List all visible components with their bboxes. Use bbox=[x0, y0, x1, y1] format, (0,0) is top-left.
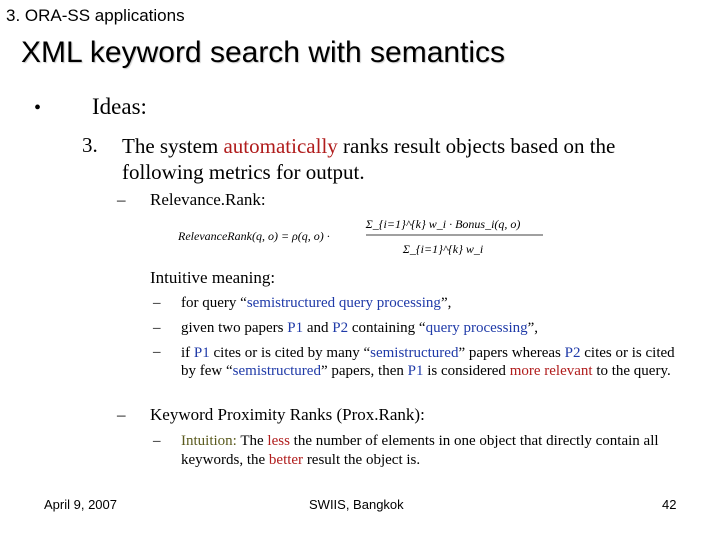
text-span: to the query. bbox=[592, 363, 671, 379]
highlight-span: semistructured bbox=[370, 345, 459, 361]
text-span: and bbox=[303, 320, 333, 336]
text-span: cites or is cited by many “ bbox=[209, 345, 371, 361]
highlight-span: more relevant bbox=[509, 363, 593, 379]
slide-number: 42 bbox=[662, 497, 677, 512]
dash-marker: – bbox=[153, 344, 161, 360]
formula-lhs: RelevanceRank(q, o) = ρ(q, o) · bbox=[178, 229, 330, 243]
dash-marker: – bbox=[153, 433, 161, 449]
bullet-marker: • bbox=[34, 97, 42, 119]
text-span: result the object is. bbox=[303, 452, 421, 468]
point-text-before: The system bbox=[122, 134, 224, 158]
footer-date: April 9, 2007 bbox=[44, 497, 117, 512]
sub-point-intuition bbox=[181, 432, 661, 470]
intuitive-meaning-label: Intuitive meaning: bbox=[150, 268, 276, 287]
formula-numerator: Σ_{i=1}^{k} w_i · Bonus_i(q, o) bbox=[365, 217, 521, 231]
text-span: ”, bbox=[440, 295, 452, 311]
formula-denominator: Σ_{i=1}^{k} w_i bbox=[402, 242, 484, 256]
highlight-span: semistructured bbox=[232, 363, 321, 379]
point-number: 3. bbox=[82, 133, 98, 157]
section-heading: 3. ORA-SS applications bbox=[6, 6, 185, 25]
relevance-rank-label: Relevance.Rank: bbox=[150, 190, 266, 209]
text-span: given two papers bbox=[181, 320, 288, 336]
highlight-span: P1 bbox=[193, 345, 210, 361]
highlight-span: query processing bbox=[425, 320, 528, 336]
text-span: ”, bbox=[527, 320, 539, 336]
text-span: containing “ bbox=[348, 320, 426, 336]
sub-point-query bbox=[181, 295, 451, 312]
dash-marker: – bbox=[117, 190, 126, 209]
dash-marker: – bbox=[153, 295, 161, 311]
ideas-heading: Ideas: bbox=[92, 94, 147, 119]
highlight-span: semistructured query processing bbox=[246, 295, 441, 311]
sub-point-papers bbox=[181, 320, 538, 337]
footer-venue: SWIIS, Bangkok bbox=[309, 497, 404, 512]
slide-title: XML keyword search with semantics bbox=[21, 36, 506, 69]
relevance-formula bbox=[178, 210, 548, 260]
text-span: The bbox=[236, 433, 268, 449]
point-text bbox=[122, 133, 682, 185]
text-span: if bbox=[181, 345, 194, 361]
highlight-span: P2 bbox=[332, 320, 349, 336]
sub-point-citation bbox=[181, 344, 681, 380]
text-span: ” papers whereas bbox=[458, 345, 565, 361]
highlight-span: less bbox=[267, 433, 290, 449]
point-text-highlight: automatically bbox=[223, 134, 338, 158]
highlight-span: P1 bbox=[407, 363, 424, 379]
highlight-span: P2 bbox=[564, 345, 581, 361]
dash-marker: – bbox=[117, 405, 126, 424]
text-span: cites or is cited by few “ bbox=[181, 345, 675, 379]
highlight-span: Intuition: bbox=[181, 433, 237, 449]
text-span: is considered bbox=[423, 363, 510, 379]
text-span: for query “ bbox=[181, 295, 247, 311]
highlight-span: better bbox=[268, 452, 304, 468]
highlight-span: P1 bbox=[287, 320, 304, 336]
text-span: ” papers, then bbox=[320, 363, 408, 379]
point-text-after: ranks result objects based on the following metrics for output. bbox=[122, 134, 616, 184]
text-span: the number of elements in one object that directly contain all keywords, the bbox=[181, 433, 659, 468]
dash-marker: – bbox=[153, 320, 161, 336]
keyword-proximity-label: Keyword Proximity Ranks (Prox.Rank): bbox=[150, 405, 425, 424]
